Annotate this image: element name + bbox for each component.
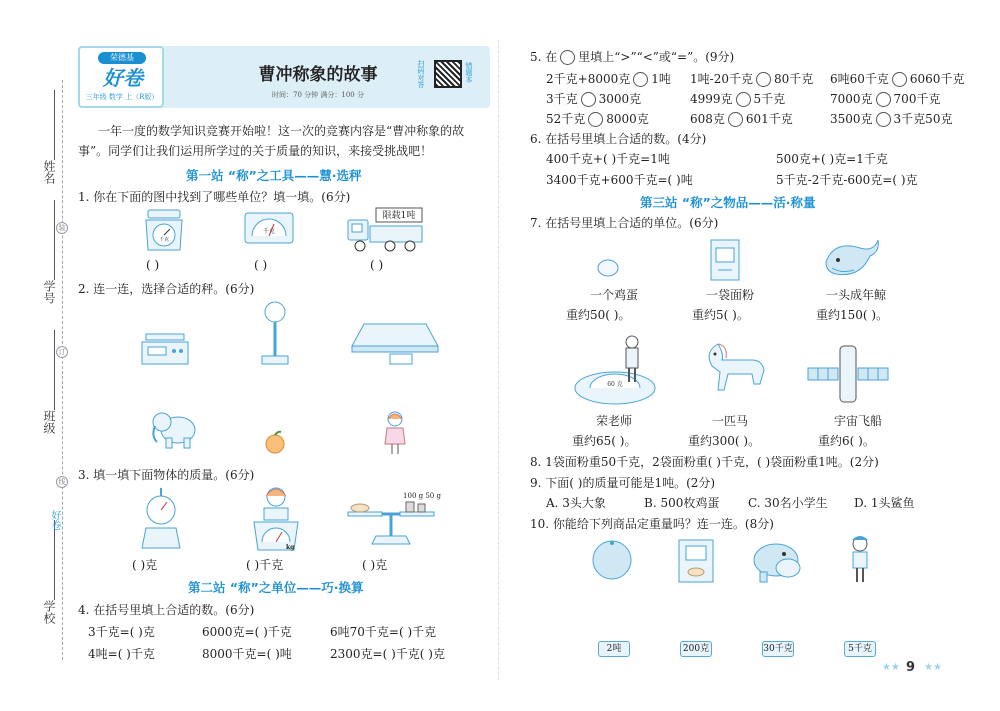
q5-item-8: 608克 601千克 [690,112,793,126]
brand-logo-text: 好卷 [103,66,143,90]
apple-icon [264,430,286,454]
q7-item-2-name: 一袋面粉 [706,288,755,302]
q7-item-4-name: 荣老师 [596,414,633,428]
boy-icon [846,534,874,586]
q4-row1-item2[interactable]: 6000克=( )千克 [202,625,292,639]
station-2-title: 第二站 “称”之单位——巧·换算 [188,580,364,595]
q1-answer-2[interactable]: ( ) [254,258,268,272]
time-score-info: 时间：70 分钟 满分：100 分 [272,91,364,99]
q9-option-b[interactable]: B. 500枚鸡蛋 [644,496,720,510]
q5-item-9: 3500克 3千克50克 [830,112,953,126]
electronic-scale-icon [140,332,190,368]
q1-text: 1. 你在下面的图中找到了哪些单位？填一填。(6分) [78,190,351,204]
intro-line-2: 事”。同学们让我们运用所学过的关于质量的知识，来接受挑战吧！ [78,144,433,158]
mistakes-label: 错题本 [465,62,473,83]
elephant-icon [150,404,198,452]
weight-tag-2t[interactable]: 2吨 [598,641,630,657]
page-title: 曹冲称象的故事 [258,65,378,85]
school-label: 学校 [42,600,56,624]
rice-bag-icon [676,536,716,586]
weight-tag-30kg[interactable]: 30千克 [762,641,794,657]
q7-item-5-name: 一匹马 [712,414,749,428]
hippo-icon [746,538,802,584]
q3-answer-1[interactable]: ( )克 [132,558,158,572]
q6-item-c[interactable]: 3400千克+600千克=( )吨 [546,173,693,187]
binding-circle-xian: 线 [56,476,68,488]
q1-answer-1[interactable]: ( ) [146,258,160,272]
page-number: 9 [906,660,916,675]
q7-item-6-name: 宇宙飞船 [834,414,883,428]
q4-row1-item1[interactable]: 3千克=( )克 [88,625,155,639]
intro-line-1: 一年一度的数学知识竞赛开始啦！这一次的竞赛内容是“曹冲称象的故 [98,124,465,138]
q7-item-1-weight[interactable]: 重约50( )。 [566,308,631,322]
station-3-title: 第三站 “称”之物品——活·称量 [640,195,816,210]
grapefruit-icon [590,538,634,582]
binding-line [62,80,63,660]
q5-item-4: 3千克 3000克 [546,92,642,106]
flour-bag-icon [708,236,742,282]
floor-scale-icon [350,320,440,368]
weight-tag-5kg[interactable]: 5千克 [844,641,876,657]
balance-scale-icon [346,490,441,550]
q10-text: 10. 你能给下列商品定重量吗？连一连。(8分) [530,517,774,531]
q9-text[interactable]: 9. 下面( )的质量可能是1吨。(2分) [530,476,716,490]
egg-icon [596,258,620,278]
q7-item-3-weight[interactable]: 重约150( )。 [816,308,889,322]
q4-row2-item3[interactable]: 2300克=( )千克( )克 [330,647,445,661]
girl-icon [382,410,408,456]
q7-item-3-name: 一头成年鲸 [826,288,887,302]
q5-answer-circle[interactable] [728,112,743,127]
dial-scale-icon [244,212,294,248]
scan-label: 扫码对答 [417,60,425,88]
q5-item-2: 1吨-20千克 80千克 [690,72,814,86]
q9-option-d[interactable]: D. 1头鲨鱼 [854,496,915,510]
weight-tag-200g[interactable]: 200克 [680,641,712,657]
station-1-title: 第一站 “称”之工具——慧·选秤 [186,168,362,183]
weights-label: 100 g 50 g [403,492,441,500]
q4-text: 4. 在括号里填上合适的数。(6分) [78,603,255,617]
q5-circle-icon [560,50,575,65]
q5-item-3: 6吨60千克 6060千克 [830,72,965,86]
binding-sidebar [0,0,72,711]
q2-text: 2. 连一连，选择合适的秤。(6分) [78,282,255,296]
horse-icon [698,340,768,406]
q7-item-1-name: 一个鸡蛋 [590,288,639,302]
q3-text: 3. 填一填下面物体的质量。(6分) [78,468,255,482]
hanging-scale-icon [136,486,186,552]
page-divider [498,40,499,680]
q5-item-1: 2千克+8000克 1吨 [546,72,671,86]
q5-answer-circle[interactable] [588,112,603,127]
q5-answer-circle[interactable] [756,72,771,87]
class-label: 班级 [42,410,56,434]
q9-option-a[interactable]: A. 3头大象 [546,496,606,510]
name-line[interactable] [54,90,55,160]
kitchen-scale-icon [140,208,188,254]
kg-label: kg [286,544,295,551]
q7-item-2-weight[interactable]: 重约5( )。 [692,308,749,322]
q4-row2-item1[interactable]: 4吨=( )千克 [88,647,155,661]
page-stars-left: ★★ [882,662,900,673]
sidebar-brand: 好卷 [49,510,60,530]
platform-scale-icon [260,300,290,368]
truck-icon [346,206,426,254]
q5-answer-circle[interactable] [876,92,891,107]
q5-answer-circle[interactable] [736,92,751,107]
bathroom-scale-text: 60 克 [607,381,623,388]
student-id-line[interactable] [54,200,55,280]
page-stars-right: ★★ [924,662,942,673]
q3-answer-2[interactable]: ( )千克 [246,558,284,572]
q5-item-5: 4999克 5千克 [690,92,786,106]
q7-text: 7. 在括号里填上合适的单位。(6分) [530,216,719,230]
q5-answer-circle[interactable] [633,72,648,87]
student-id-label: 学号 [42,280,56,304]
q5-item-6: 7000克 700千克 [830,92,941,106]
q5-answer-circle[interactable] [876,112,891,127]
q5-item-7: 52千克 8000克 [546,112,649,126]
q5-answer-circle[interactable] [892,72,907,87]
q7-item-6-weight[interactable]: 重约6( )。 [818,434,875,448]
q8-text[interactable]: 8. 1袋面粉重50千克，2袋面粉重( )千克，( )袋面粉重1吨。(2分) [530,455,879,469]
q6-item-a[interactable]: 400千克+( )千克=1吨 [546,152,670,166]
q6-item-b[interactable]: 500克+( )克=1千克 [776,152,888,166]
girl-on-scale-icon [248,486,304,554]
name-label: 姓名 [42,160,56,184]
qr-code[interactable] [434,60,462,88]
q5-answer-circle[interactable] [581,92,596,107]
q5-text-suffix: 里填上“>”“<”或“=”。(9分) [578,50,735,64]
q4-row2-item2[interactable]: 8000千克=( )吨 [202,647,292,661]
q6-text: 6. 在括号里填上合适的数。(4分) [530,132,707,146]
binding-circle-zhuang: 装 [56,222,68,234]
binding-circle-ding: 订 [56,346,68,358]
kitchen-scale-unit: 千克 [158,237,170,243]
teacher-on-scale-icon [570,332,660,406]
q7-item-5-weight[interactable]: 重约300( )。 [688,434,761,448]
school-line[interactable] [54,520,55,600]
q1-answer-3[interactable]: ( ) [370,258,384,272]
q7-item-4-weight[interactable]: 重约65( )。 [572,434,637,448]
brand-top: 荣德基 [98,52,146,64]
q6-item-d[interactable]: 5千克-2千克-600克=( )克 [776,173,918,187]
q5-text-prefix: 5. 在 [530,50,558,64]
class-line[interactable] [54,330,55,410]
brand-logo [78,46,164,108]
q9-option-c[interactable]: C. 30名小学生 [748,496,828,510]
q4-row1-item3[interactable]: 6吨70千克=( )千克 [330,625,437,639]
truck-limit-label: 限载1吨 [382,211,416,221]
grade-label: 三年级 数学 上（R版） [85,93,159,101]
q5-text [530,48,734,65]
q3-answer-3[interactable]: ( )克 [362,558,388,572]
spaceship-icon [806,344,890,404]
dial-scale-unit: 千克 [262,228,276,235]
whale-icon [822,236,882,280]
worksheet-header [78,46,490,108]
